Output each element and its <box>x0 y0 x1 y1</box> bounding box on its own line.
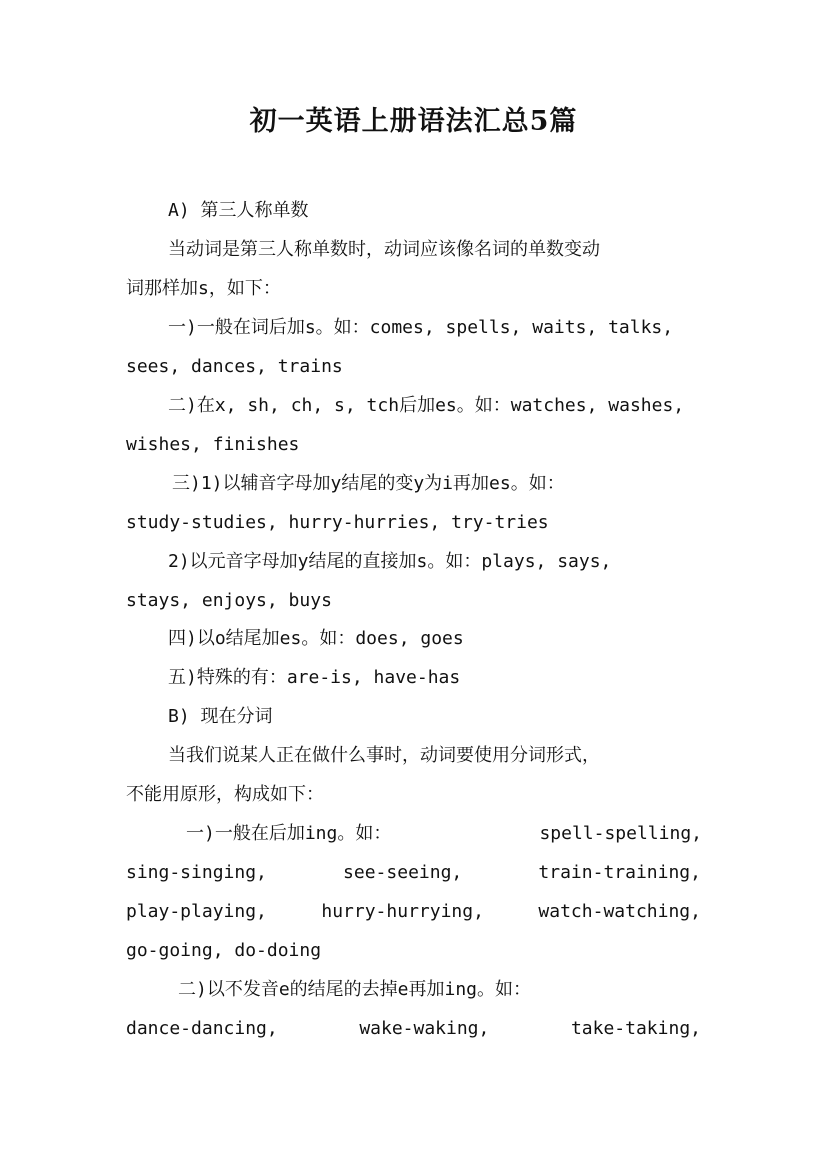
line-part: hurry-hurrying, <box>321 901 484 922</box>
paragraph-line: 三)1)以辅音字母加y结尾的变y为i再加es。如： <box>172 473 565 494</box>
paragraph-line: 当动词是第三人称单数时，动词应该像名词的单数变动 <box>168 239 600 260</box>
line-part: dance-dancing, <box>126 1018 278 1039</box>
paragraph-line: 一)一般在词后加s。如：comes, spells, waits, talks, <box>168 317 674 338</box>
justified-line <box>126 897 701 927</box>
paragraph-line: study-studies, hurry-hurries, try-tries <box>126 512 549 533</box>
section-heading-b: B) 现在分词 <box>168 706 273 727</box>
line-part: play-playing, <box>126 901 267 922</box>
paragraph-line: 词那样加s，如下： <box>126 278 281 299</box>
paragraph-line: 五)特殊的有：are-is, have-has <box>168 667 461 688</box>
line-part: train-training, <box>538 862 701 883</box>
justified-line <box>126 1014 701 1044</box>
paragraph-line: 2)以元音字母加y结尾的直接加s。如：plays, says, <box>168 551 612 572</box>
paragraph-line: 二)在x, sh, ch, s, tch后加es。如：watches, washes, <box>168 395 685 416</box>
line-part: wake-waking, <box>359 1018 490 1039</box>
justified-line <box>186 819 702 849</box>
paragraph-line: 当我们说某人正在做什么事时，动词要使用分词形式， <box>168 745 600 766</box>
paragraph-line: 四)以o结尾加es。如：does, goes <box>168 628 464 649</box>
document-title: 初一英语上册语法汇总5篇 <box>249 106 578 137</box>
line-part: take-taking, <box>570 1018 701 1039</box>
paragraph-line: sees, dances, trains <box>126 356 343 377</box>
paragraph-line: 二)以不发音e的结尾的去掉e再加ing。如： <box>178 979 532 1000</box>
line-part: 一)一般在后加ing。如： <box>186 823 392 844</box>
paragraph-line: wishes, finishes <box>126 434 300 455</box>
line-part: spell-spelling, <box>539 823 702 844</box>
section-heading-a: A) 第三人称单数 <box>168 200 309 221</box>
justified-line <box>126 858 701 888</box>
paragraph-line: 不能用原形，构成如下： <box>126 784 324 805</box>
line-part: see-seeing, <box>343 862 463 883</box>
line-part: watch-watching, <box>538 901 701 922</box>
paragraph-line: stays, enjoys, buys <box>126 590 332 611</box>
line-part: sing-singing, <box>126 862 267 883</box>
paragraph-line: go-going, do-doing <box>126 940 322 961</box>
